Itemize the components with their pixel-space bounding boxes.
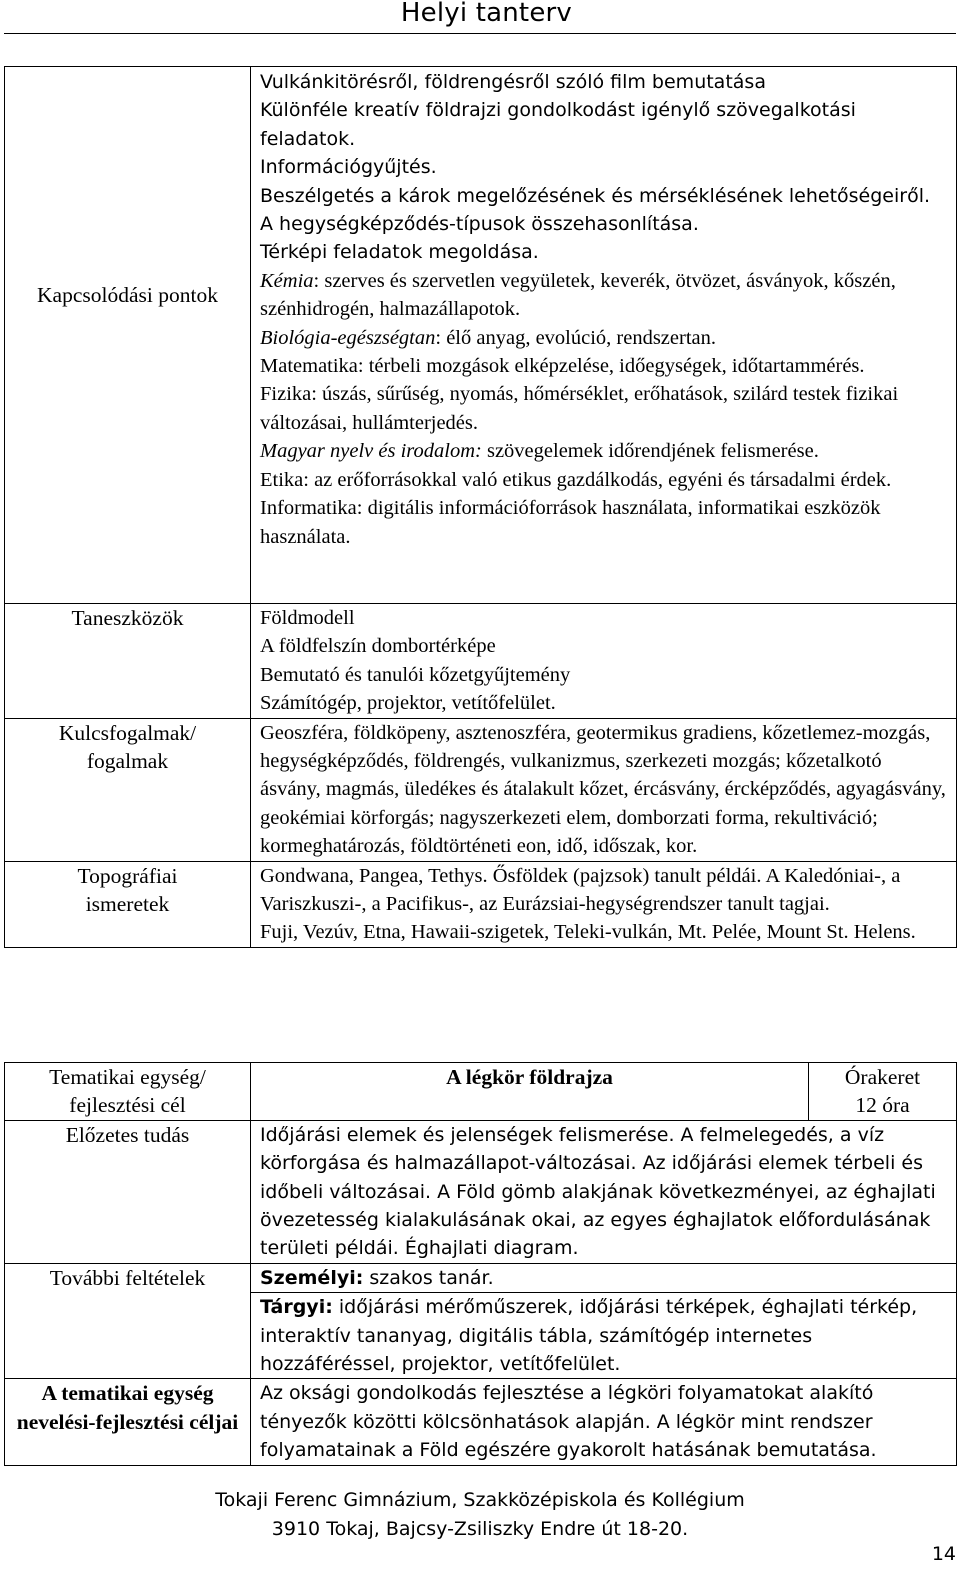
biologia-line xyxy=(260,324,947,352)
taneszkoz-item: A földfelszín dombortérképe xyxy=(260,635,496,658)
biologia-text: : élő anyag, evolúció, rendszertan. xyxy=(435,326,716,349)
szemelyi-line xyxy=(251,1264,956,1293)
orakeret-value: 12 óra xyxy=(855,1093,910,1118)
kapcsolodasi-row xyxy=(5,67,957,604)
orakeret-label: Órakeret xyxy=(844,1065,921,1089)
taneszkoz-item: Földmodell xyxy=(260,607,355,629)
footer-address: 3910 Tokaj, Bajcsy-Zsiliszky Endre út 18-20. xyxy=(271,1518,689,1540)
tematikai-value: A légkör földrajza xyxy=(251,1063,809,1121)
elozetes-row xyxy=(5,1120,957,1263)
tovabbi-row xyxy=(5,1263,957,1379)
biologia-subject: Biológia-egészségtan xyxy=(260,326,436,349)
szemelyi-text: szakos tanár. xyxy=(363,1266,494,1289)
etika-line: Etika: az erőforrásokkal való etikus gazdálkodás, egyéni és társadalmi érdek. xyxy=(260,468,892,491)
topografiai-line: Fuji, Vezúv, Etna, Hawaii-szigetek, Teleki-vulkán, Mt. Pelée, Mount St. Helens. xyxy=(260,921,916,944)
elozetes-content: Időjárási elemek és jelenségek felismerése. A felmelegedés, a víz körforgása és halmazállapot-változásai. Az időjárási elemek térbeli és időbeli változásai. A Föld gömb alakjának következményei, az éghajlati övezetesség kialakulásának okai, az egyes éghajlatok előfordulásának területi példái. Éghajlati diagram. xyxy=(251,1120,957,1263)
celjai-row xyxy=(5,1379,957,1465)
kapcsolodasi-label-cell xyxy=(5,67,251,604)
informatika-line: Informatika: digitális információforrások használata, informatikai eszközök használata. xyxy=(260,497,881,548)
magyar-subject: Magyar nyelv és irodalom: xyxy=(260,440,482,463)
tovabbi-content xyxy=(251,1263,957,1379)
magyar-text: szövegelemek időrendjének felismerése. xyxy=(481,440,819,463)
celjai-content: Az oksági gondolkodás fejlesztése a légköri folyamatokat alakító tényezők közötti kölcsönhatások alapján. A légkör mint rendszer folyamatainak a Föld egészére gyakorolt hatásának bemutatása. xyxy=(251,1379,957,1465)
curriculum-table-1 xyxy=(4,66,957,948)
intro-line: A hegységképződés-típusok összehasonlítása. xyxy=(260,213,699,236)
taneszkozok-content xyxy=(251,604,957,719)
fizika-line: Fizika: úszás, sűrűség, nyomás, hőmérséklet, erőhatások, szilárd testek fizikai változásai, hullámterjedés. xyxy=(260,383,899,434)
taneszkozok-row xyxy=(5,604,957,719)
kulcsfogalmak-row xyxy=(5,718,957,861)
header-rule xyxy=(4,33,956,34)
kemia-line xyxy=(260,267,947,324)
tematikai-row xyxy=(5,1063,957,1121)
curriculum-table-2 xyxy=(4,1062,957,1466)
kulcsfogalmak-content: Geoszféra, földköpeny, asztenoszféra, geotermikus gradiens, kőzetlemez-mozgás, hegységképződés, földrengés, vulkanizmus, szerkezeti mozgás; kőzetalkotó ásvány, magmás, üledékes és átalakult kőzet, ércásvány, ércképződés, agyagásvány, geokémiai körforgás; nagyszerkezeti elem, domborzati forma, rekultiváció; kormeghatározás, földtörténeti eon, idő, időszak, kor. xyxy=(251,718,957,861)
taneszkoz-item: Bemutató és tanulói kőzetgyűjtemény xyxy=(260,663,571,686)
taneszkozok-label: Taneszközök xyxy=(5,604,251,719)
topografiai-label-line: Topográfiai xyxy=(77,863,178,888)
footer-school-name: Tokaji Ferenc Gimnázium, Szakközépiskola és Kollégium xyxy=(215,1489,745,1511)
kulcsfogalmak-label xyxy=(5,718,251,861)
targyi-line xyxy=(251,1293,956,1378)
header-title: Helyi tanterv xyxy=(400,0,572,28)
kemia-subject: Kémia xyxy=(260,269,314,292)
intro-line: Vulkánkitörésről, földrengésről szóló film bemutatása xyxy=(260,71,766,93)
kapcsolodasi-label: Kapcsolódási pontok xyxy=(37,282,218,307)
page-number: 14 xyxy=(931,1543,956,1565)
targyi-text: időjárási mérőműszerek, időjárási térképek, éghajlati térkép, interaktív tananyag, digitális tábla, számítógép internetes hozzáféréssel, projektor, vetítőfelület. xyxy=(260,1296,918,1376)
kapcsolodasi-content xyxy=(251,67,957,604)
topografiai-content xyxy=(251,861,957,947)
celjai-label: A tematikai egység nevelési-fejlesztési céljai xyxy=(5,1379,251,1465)
intro-line: Beszélgetés a károk megelőzésének és mérséklésének lehetőségeiről. xyxy=(260,184,931,207)
matematika-line: Matematika: térbeli mozgások elképzelése, időegységek, időtartammérés. xyxy=(260,355,865,378)
orakeret-cell xyxy=(809,1063,957,1121)
topografiai-label xyxy=(5,861,251,947)
kulcsfogalmak-label-line: Kulcsfogalmak/ xyxy=(58,720,197,745)
elozetes-label: Előzetes tudás xyxy=(5,1120,251,1263)
magyar-line xyxy=(260,437,947,465)
intro-line: Információgyűjtés. xyxy=(260,156,437,179)
topografiai-label-line: ismeretek xyxy=(85,892,170,917)
topografiai-row xyxy=(5,861,957,947)
intro-line: Különféle kreatív földrajzi gondolkodást igénylő szövegalkotási feladatok. xyxy=(260,99,856,150)
targyi-label: Tárgyi: xyxy=(260,1296,333,1319)
intro-line: Térképi feladatok megoldása. xyxy=(260,241,539,264)
topografiai-line: Gondwana, Pangea, Tethys. Ősföldek (pajzsok) tanult példái. A Kaledóniai-, a Variszkuszi-, a Pacifikus-, az Eurázsiai-hegységrendszer tanult tagjai. xyxy=(260,864,901,916)
szemelyi-label: Személyi: xyxy=(260,1266,364,1289)
kemia-text: : szerves és szervetlen vegyületek, keverék, ötvözet, ásványok, kőszén, szénhidrogén, halmazállapotok. xyxy=(260,269,896,321)
kulcsfogalmak-label-line: fogalmak xyxy=(86,749,169,774)
taneszkoz-item: Számítógép, projektor, vetítőfelület. xyxy=(260,692,556,715)
tovabbi-label: További feltételek xyxy=(5,1263,251,1379)
tematikai-label: Tematikai egység/ fejlesztési cél xyxy=(5,1063,251,1121)
